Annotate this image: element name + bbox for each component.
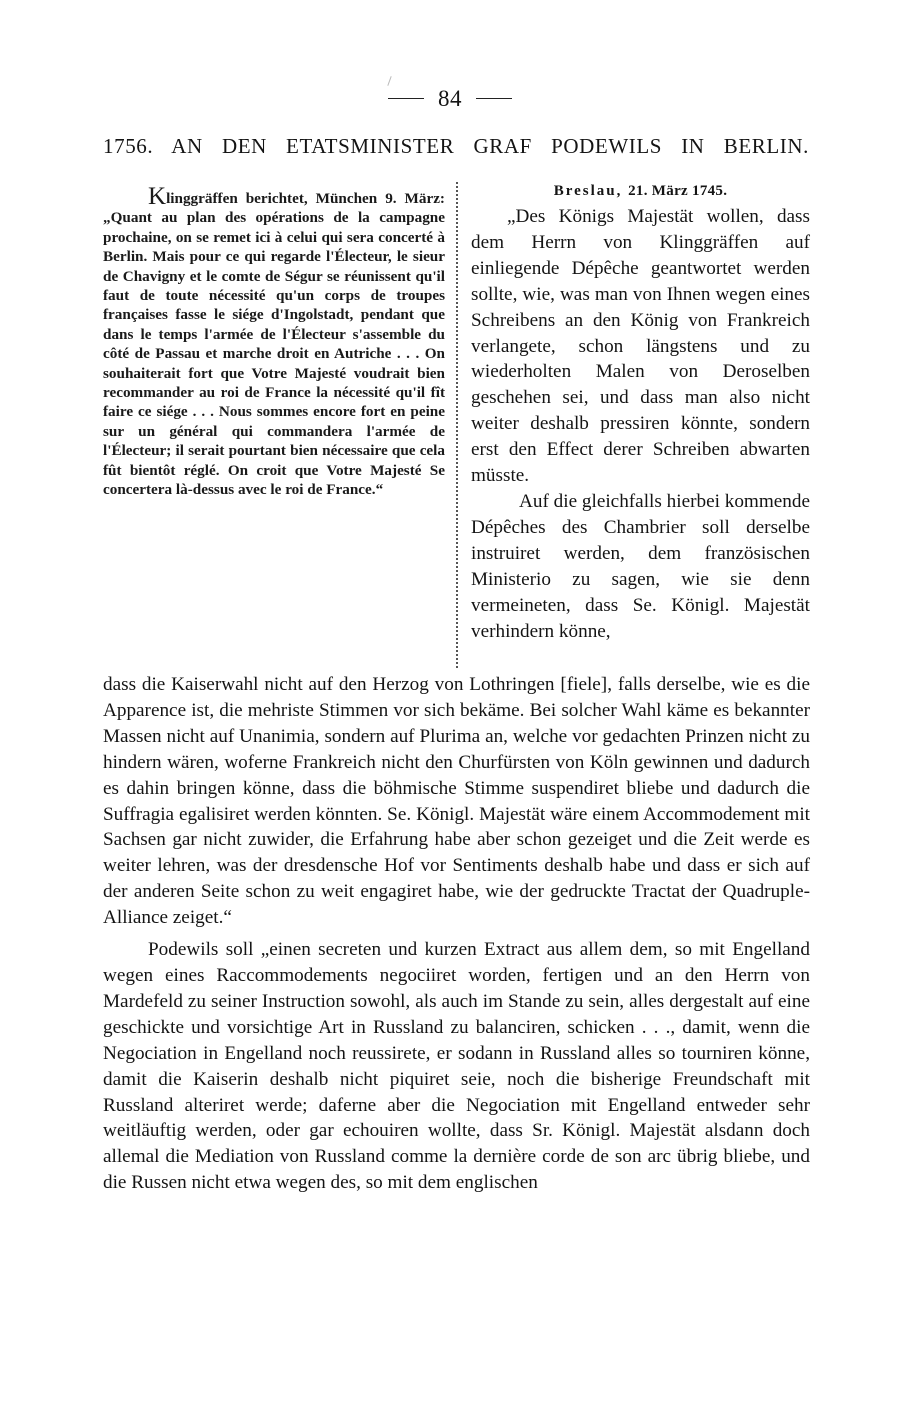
letter-heading: 1756. AN DEN ETATSMINISTER GRAF PODEWILS IN BERLIN. bbox=[103, 134, 809, 158]
dateline bbox=[471, 180, 810, 202]
letter-paragraph-1: „Des Königs Majestät wollen, dass dem Herrn von Klinggräffen auf einliegende Dépêche geantwortet werden sollte, wie, was man von Ihnen wegen eines Schreibens an den König von Frankreich verlangete, schon längstens und zu wiederholten Malen von Deroselben geschehen sei, und dass man also nicht weiter deshalb pressiren könnte, sondern erst den Effect derer Schreiben abwarten müsste. bbox=[471, 206, 810, 487]
full-width-text bbox=[103, 672, 810, 1196]
dash-left bbox=[388, 98, 424, 99]
page-number-line bbox=[0, 86, 900, 112]
left-column-text: linggräffen berichtet, München 9. März: „Quant au plan des opérations de la campagne prochaine, on se remet ici à celui qui sera concerté à Berlin. Mais pour ce qui regarde l'Électeur, le sieur de Chavigny et le comte de Ségur se réunissent qu'il faut de toute nécessité qu'un corps de troupes françaises fasse le siége d'Ingolstadt, pendant que dans le temps l'armée de l'Électeur s'assemble du côté de Passau et marche droit en Autriche . . . On souhaiterait fort que Votre Majesté voudrait bien recommander au roi de France la nécessité qu'il fît faire ce siége . . . Nous sommes encore fort en peine sur un général qui commandera l'armée de l'Électeur; il serait pourtant bien nécessaire que cela fût bientôt réglé. On croit que Votre Majesté Se concertera là-dessus avec le roi de France.“ bbox=[103, 190, 445, 499]
letter-paragraph-2: Auf die gleichfalls hierbei kommende Dépêches des Chambrier soll derselbe instruiret werden, dem französischen Ministerio zu sagen, wie sie denn vermeineten, dass Se. Königl. Majestät verhindern könne, bbox=[471, 490, 810, 642]
dateline-place: Breslau, bbox=[553, 183, 623, 199]
podewils-paragraph: Podewils soll „einen secreten und kurzen Extract aus allem dem, so mit Engelland wegen eines Raccommodements negociiret worden, fertigen und an den Herrn von Mardefeld zu seiner Instruction sowohl, als auch im Stande zu sein, alles dergestalt auf eine geschickte und vorsichtige Art in Russland zu balanciren, schicken . . ., damit, wenn die Negociation in Engelland noch reussirete, er sodann in Russland alles so tourniren könne, damit die Kaiserin deshalb nicht piquiret seie, noch die bisherige Freundschaft mit Russland alteriret werde; daferne aber die Negociation mit Engelland entweder sehr weitläuftig werden, oder gar echouiren wollte, dass Sr. Königl. Majestät alsdann doch allemal die Mediation von Russland comme la dernière corde de son arc übrig bliebe, und die Russen nicht etwa wegen des, so mit dem englischen bbox=[103, 939, 810, 1194]
page-number: 84 bbox=[438, 86, 462, 111]
initial-letter: K bbox=[148, 183, 167, 210]
right-column-letter bbox=[471, 180, 810, 644]
dateline-date: 21. März 1745. bbox=[628, 183, 728, 199]
left-column-summary bbox=[103, 183, 445, 500]
letter-paragraph-2-continued: dass die Kaiserwahl nicht auf den Herzog von Lothringen [fiele], falls derselbe, wie es die Apparence ist, die mehriste Stimmen vor sich bekäme. Bei solcher Wahl käme es bekannter Massen nicht auf Unanimia, sondern auf Plurima an, welche vor gedachten Prinzen nicht zu hindern wären, woferne Frankreich nicht den Churfürsten von Köln gewinnen und dadurch es dahin bringen könne, dass die böhmische Stimme suspendiret bliebe und dadurch die Suffragia egalisiret werden könnten. Se. Königl. Majestät wäre einem Accommodement mit Sachsen gar nicht zuwider, die Erfahrung habe aber schon gezeiget und die Zeit werde es weiter lehren, was der dresdensche Hof vor Sentiments deshalb habe und dass er sich auf der anderen Seite schon zu weit engagiret habe, wie der gedruckte Tractat der Quadruple-Alliance zeiget.“ bbox=[103, 674, 810, 929]
column-divider bbox=[456, 182, 458, 668]
dash-right bbox=[476, 98, 512, 99]
scan-mark bbox=[387, 76, 391, 86]
